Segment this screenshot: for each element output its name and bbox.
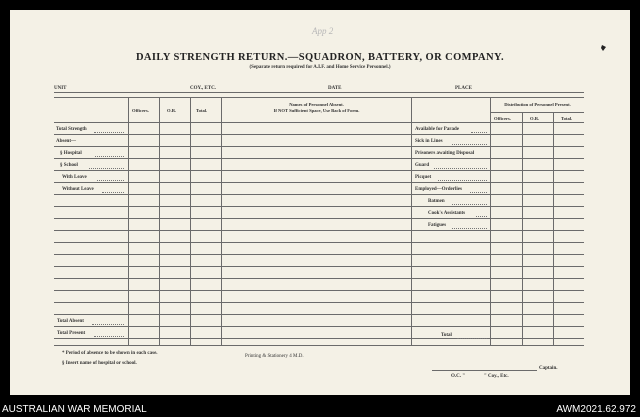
dotted-leader xyxy=(452,144,487,145)
date-label: DATE xyxy=(328,86,342,91)
row-line xyxy=(54,146,584,147)
dist-header-officers: Officers. xyxy=(494,116,511,121)
row-label-batmen: Batmen xyxy=(428,199,445,204)
dotted-leader xyxy=(438,180,487,181)
row-line xyxy=(54,302,584,303)
footnote-period: * Period of absence to be shown in each case. xyxy=(62,351,158,356)
row-label-without-leave: Without Leave xyxy=(62,187,94,192)
dotted-leader xyxy=(97,180,124,181)
header-or: O.R. xyxy=(167,108,177,113)
signature-coy-label: " Coy., Etc. xyxy=(484,374,509,379)
footnote-insert: § Insert name of hospital or school. xyxy=(62,361,137,366)
dotted-leader xyxy=(434,168,487,169)
names-header-line2: If NOT Sufficient Space, Use Back of Form. xyxy=(273,108,360,113)
row-line xyxy=(54,314,584,315)
dotted-leader xyxy=(92,324,124,325)
header-officers: Officers. xyxy=(132,108,149,113)
dotted-leader xyxy=(470,192,487,193)
dotted-leader xyxy=(89,168,124,169)
row-label-available-for-parade: Available for Parade xyxy=(415,127,459,132)
handwritten-note: App 2 xyxy=(312,26,334,36)
row-label-total-right: Total xyxy=(441,333,452,338)
dotted-leader xyxy=(457,338,487,339)
unit-label: UNIT xyxy=(54,86,67,91)
dist-header-total: Total. xyxy=(561,116,573,121)
row-label-picquet: Picquet xyxy=(415,175,432,180)
row-line xyxy=(54,338,584,339)
coy-label: COY., ETC. xyxy=(190,86,216,91)
row-label-fatigues: Fatigues xyxy=(428,223,447,228)
row-line xyxy=(54,194,584,195)
row-label-absent: Absent— xyxy=(56,139,77,144)
header-underline xyxy=(54,122,584,123)
row-label-guard: Guard xyxy=(415,163,430,168)
dotted-leader xyxy=(452,228,487,229)
row-line xyxy=(54,242,584,243)
header-total: Total. xyxy=(196,108,208,113)
row-line xyxy=(54,326,584,327)
row-label-hospital: § Hospital xyxy=(60,151,82,156)
dotted-leader xyxy=(94,336,124,337)
distribution-header: Distribution of Personnel Present. xyxy=(504,102,571,107)
footer-left: AUSTRALIAN WAR MEMORIAL xyxy=(2,404,147,415)
footer-right: AWM2021.62.972 xyxy=(556,404,636,415)
place-label: PLACE xyxy=(455,86,472,91)
distribution-subheader-line xyxy=(490,112,584,113)
header-field-line xyxy=(54,92,584,93)
form-title: DAILY STRENGTH RETURN.—SQUADRON, BATTERY, OR COMPANY. xyxy=(135,52,505,63)
row-label-cooks-assistants: Cook's Assistants xyxy=(428,211,466,216)
dotted-leader xyxy=(102,192,124,193)
dotted-leader xyxy=(476,216,487,217)
table-bottom-border xyxy=(54,345,584,346)
dotted-leader xyxy=(471,132,487,133)
row-line xyxy=(54,290,584,291)
row-label-employed-orderlies: Employed—Orderlies xyxy=(415,187,462,192)
row-line xyxy=(54,170,584,171)
row-line xyxy=(54,218,584,219)
row-line xyxy=(54,254,584,255)
row-label-school: § School xyxy=(60,163,78,168)
printer-imprint: Printing & Stationery 4 M.D. xyxy=(245,354,304,359)
paper-clip-icon xyxy=(600,44,608,52)
row-label-prisoners: Prisoners awaiting Disposal xyxy=(415,151,475,156)
signature-line xyxy=(432,370,537,371)
row-label-total-strength: Total Strength xyxy=(56,127,87,132)
row-line xyxy=(54,134,584,135)
row-label-total-present: Total Present xyxy=(57,331,86,336)
row-line xyxy=(54,230,584,231)
row-label-sick-in-lines: Sick in Lines xyxy=(415,139,443,144)
row-line xyxy=(54,158,584,159)
row-label-total-absent: Total Absent xyxy=(57,319,84,324)
row-label-with-leave: With Leave xyxy=(62,175,87,180)
row-line xyxy=(54,206,584,207)
row-line xyxy=(54,266,584,267)
dist-header-or: O.R. xyxy=(530,116,540,121)
signature-oc-label: O.C. " xyxy=(451,374,466,379)
dotted-leader xyxy=(94,132,124,133)
table-top-border xyxy=(54,97,584,98)
form-subtitle: (Separate return required for A.I.F. and Home Service Personnel.) xyxy=(249,65,391,70)
dotted-leader xyxy=(95,156,124,157)
row-line xyxy=(54,182,584,183)
names-header-line1: Names of Personnel Absent. xyxy=(289,102,344,107)
row-line xyxy=(54,278,584,279)
dotted-leader xyxy=(452,204,487,205)
signature-captain-label: Captain. xyxy=(539,366,558,371)
